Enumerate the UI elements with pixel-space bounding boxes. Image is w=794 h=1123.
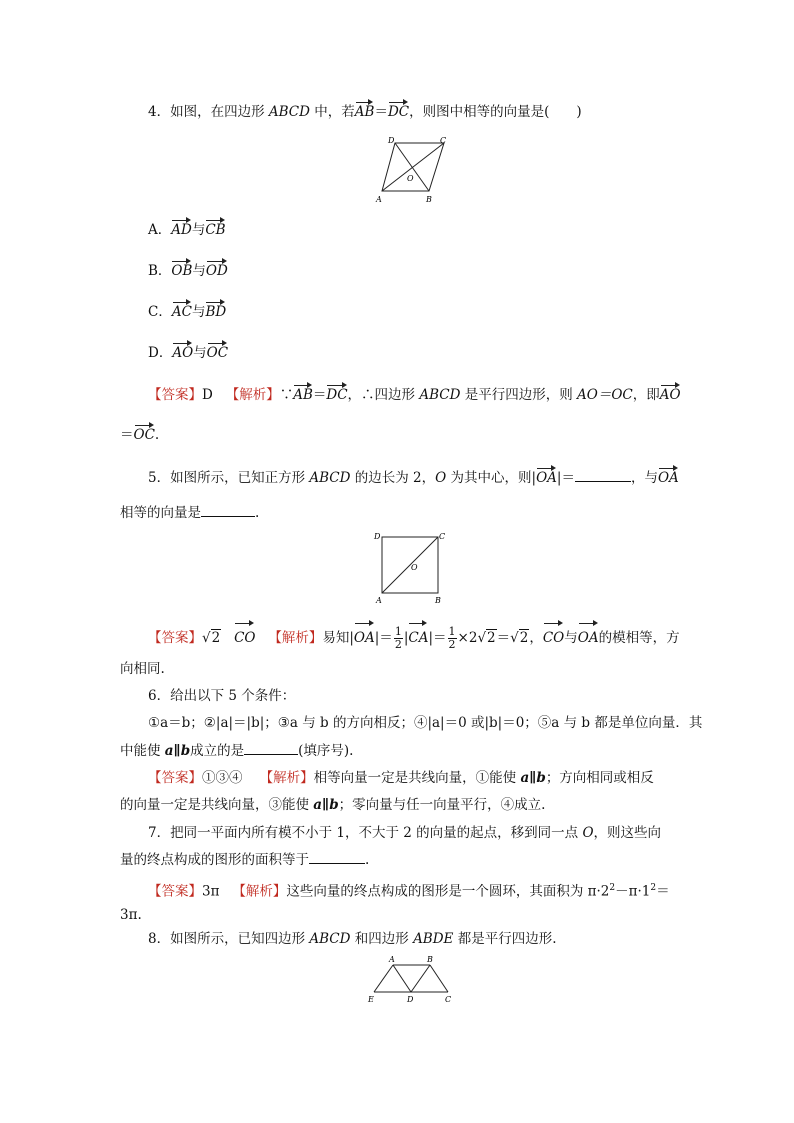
blank xyxy=(575,468,631,482)
q4-answer: 【答案】D 【解析】∵AB＝DC，∴四边形 ABCD 是平行四边形，则 AO＝OC，即AO xyxy=(148,387,681,403)
q6-stem: 6．给出以下 5 个条件： xyxy=(148,688,296,704)
q5-label-c: C xyxy=(439,532,446,541)
q6-answer-cont: 的向量一定是共线向量，③能使 a∥b；零向量与任一向量平行，④成立. xyxy=(120,797,546,813)
q5-label-a: A xyxy=(376,596,382,605)
q5-square-figure xyxy=(372,530,452,608)
answer-tag: 【答案】 xyxy=(148,630,202,646)
q7-stem-cont: 量的终点构成的图形的面积等于 . xyxy=(120,852,370,868)
q5-label-o: O xyxy=(411,563,418,572)
blank xyxy=(309,850,365,864)
q4-label-a: A xyxy=(376,195,382,204)
answer-tag: 【答案】 xyxy=(148,883,202,900)
analysis-tag: 【解析】 xyxy=(259,770,314,786)
q4-option-b: B．OB与OD xyxy=(148,263,228,279)
q5-answer: 【答案】√2 CO 【解析】易知|OA|＝ $\frac{1}{2}$ |CA|＝ $\frac{1}{2}$ ×2√2＝√2，CO与OA的模相等，方 xyxy=(148,625,680,651)
q4-parallelogram-figure xyxy=(372,134,452,206)
q8-label-d: D xyxy=(407,995,414,1004)
q6-answer: 【答案】①③④ 【解析】相等向量一定是共线向量，①能使 a∥b；方向相同或相反 xyxy=(148,770,654,786)
q6-conditions: ①a＝b；②|a|＝|b|；③a 与 b 的方向相反；④|a|＝0 或|b|＝0；⑤a 与 b 都是单位向量．其 xyxy=(148,715,703,731)
q8-stem: 8．如图所示，已知四边形 ABCD 和四边形 ABDE 都是平行四边形. xyxy=(148,931,557,947)
q4-option-a: A．AD与CB xyxy=(148,222,226,238)
q7-answer-cont: 3π. xyxy=(120,907,142,923)
vec-dc: DC xyxy=(387,104,410,120)
q4-label-b: B xyxy=(426,195,432,204)
q8-label-b: B xyxy=(427,955,433,964)
q8-figure xyxy=(362,953,462,1005)
q4-label-d: D xyxy=(388,136,395,145)
q5-stem-cont: 相等的向量是 . xyxy=(120,505,260,521)
q4-answer-cont: ＝OC. xyxy=(120,427,160,443)
q5-label-b: B xyxy=(435,596,441,605)
q5-answer-cont: 向相同. xyxy=(120,661,165,677)
q7-answer: 【答案】3π 【解析】这些向量的终点构成的图形是一个圆环，其面积为 $\pi\cdot 2^2-\pi\cdot 1^2=$ xyxy=(148,883,670,900)
q8-label-e: E xyxy=(368,995,374,1004)
q8-label-a: A xyxy=(389,955,395,964)
blank xyxy=(244,741,298,755)
analysis-tag: 【解析】 xyxy=(268,630,323,646)
blank xyxy=(201,503,255,517)
vec-ab: AB xyxy=(354,104,375,120)
q4-option-c: C．AC与BD xyxy=(148,304,227,320)
q7-stem: 7．把同一平面内所有模不小于 1，不大于 2 的向量的起点，移到同一点 O，则这些向 xyxy=(148,825,662,841)
analysis-tag: 【解析】 xyxy=(225,387,280,403)
q6-stem-cont: 中能使 a∥b成立的是 (填序号). xyxy=(120,743,354,759)
q4-stem: 4．如图，在四边形 ABCD 中，若AB＝DC，则图中相等的向量是( ) xyxy=(148,104,582,120)
q4-label-c: C xyxy=(440,136,447,145)
analysis-tag: 【解析】 xyxy=(232,883,287,900)
q8-label-c: C xyxy=(445,995,452,1004)
answer-tag: 【答案】 xyxy=(148,770,202,786)
answer-tag: 【答案】 xyxy=(148,387,202,403)
q5-label-d: D xyxy=(374,532,381,541)
q5-stem: 5．如图所示，已知正方形 ABCD 的边长为 2，O 为其中心，则|OA|＝ ，与OA xyxy=(148,470,679,486)
q4-option-d: D．AO与OC xyxy=(148,345,229,361)
q4-label-o: O xyxy=(407,174,414,183)
